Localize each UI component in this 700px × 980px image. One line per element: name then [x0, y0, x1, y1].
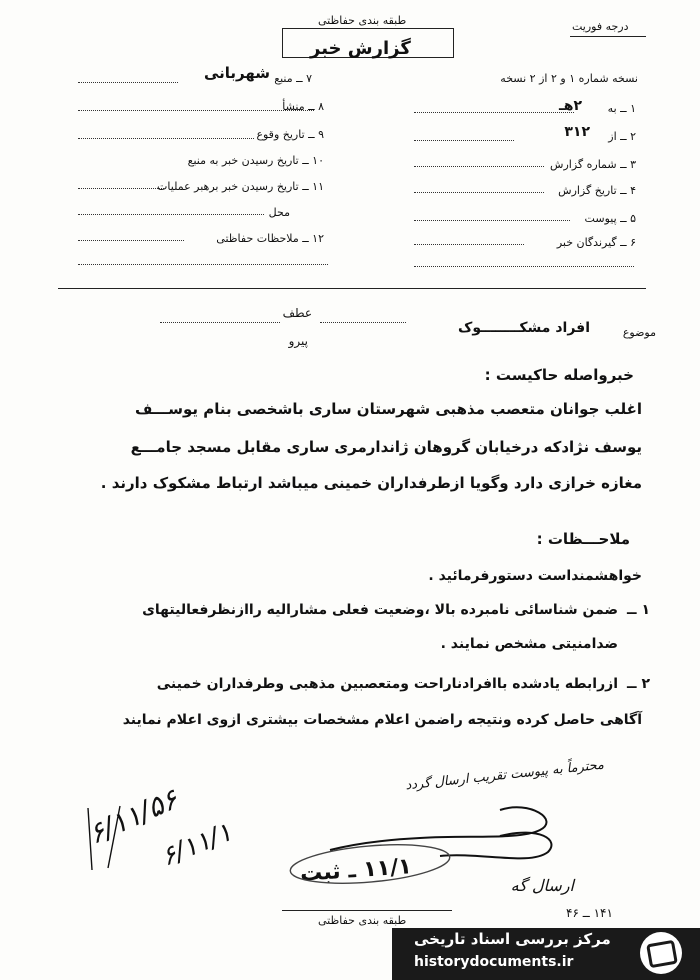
field-location-label: محل: [268, 206, 290, 219]
ref-peyro-label: پیرو: [288, 334, 308, 348]
field-report-number-label: ۳ ــ شماره گزارش: [550, 158, 636, 171]
field-from-value: ۳۱۲: [564, 124, 590, 140]
watermark-title: مرکز بررسی اسناد تاریخی: [414, 930, 611, 948]
report-title: گزارش خبر: [310, 38, 411, 59]
remark-2-line-2: آگاهی حاصل کرده ونتیجه راضمن اعلام مشخصات بیشتری ازوی اعلام نمایند: [122, 712, 642, 728]
field-occurrence-date-label: ۹ ــ تاریخ وقوع: [256, 128, 324, 141]
stamp-text: ۱۱/۱ ـ ثبت: [299, 854, 413, 887]
field-source-label: ۷ ــ منبع: [274, 72, 312, 85]
subject-label: موضوع: [622, 326, 656, 339]
footer-classification-line: [282, 910, 452, 911]
copy-line-text: نسخه شماره ۱ و ۲ از ۲ نسخه: [500, 72, 638, 85]
field-from-label: ۲ ــ از: [608, 130, 636, 143]
field-attachment-label: ۵ ــ پیوست: [584, 212, 636, 225]
field-source-value: شهربانی: [203, 64, 270, 82]
remark-2-number: ۲ ــ: [627, 676, 650, 692]
handwritten-signed: ارسال گه: [510, 876, 574, 895]
urgency-label: درجه فوریت: [572, 20, 629, 33]
field-recipients-label: ۶ ــ گیرندگان خبر: [556, 236, 636, 249]
body-heading: خبرواصله حاکیست :: [484, 366, 634, 384]
classification-bottom: طبقه بندی حفاظتی: [318, 914, 407, 927]
field-origin-label: ۸ ــ منشأ: [282, 100, 324, 113]
field-arrival-leader-label: ۱۱ ــ تاریخ رسیدن خبر برهبر عملیات: [157, 180, 324, 193]
handwritten-note: محترماً به پیوست تقریب ارسال گردد: [404, 757, 605, 794]
body-line-2: یوسف نژادکه درخیابان گروهان ژاندارمری ساری مقابل مسجد جامـــع: [130, 438, 642, 456]
remarks-heading: ملاحـــظات :: [536, 530, 630, 548]
remarks-intro: خواهشمنداست دستورفرمائید .: [428, 568, 642, 584]
classification-top: طبقه بندی حفاظتی: [318, 14, 407, 27]
remark-1-line-2: ضدامنیتی مشخص نمایند .: [440, 636, 618, 652]
handwritten-numbers: ۶/۱۱/۵۶: [83, 782, 183, 851]
subject-value: افراد مشکــــــــوک: [458, 320, 590, 336]
watermark-logo-icon: [640, 932, 682, 974]
watermark-url: historydocuments.ir: [414, 954, 574, 970]
remark-1-number: ۱ ــ: [627, 602, 650, 618]
handwritten-date-left: ۶/۱۱/۱: [157, 817, 237, 873]
body-line-3: مغازه خرازی دارد وگویا ازطرفداران خمینی میباشد ارتباط مشکوک دارند .: [100, 474, 642, 492]
field-arrival-source-label: ۱۰ ــ تاریخ رسیدن خبر به منبع: [187, 154, 324, 167]
field-to-label: ۱ ــ به: [607, 102, 636, 115]
remark-1-line-1: ضمن شناسائی نامبرده بالا ،وضعیت فعلی مشارالیه راازنظرفعالیتهای: [142, 602, 618, 618]
field-security-notes-label: ۱۲ ــ ملاحظات حفاظتی: [216, 232, 324, 245]
field-report-date-label: ۴ ــ تاریخ گزارش: [558, 184, 636, 197]
remark-2-line-1: ازرابطه یادشده باافرادناراحت ومتعصبین مذهبی وطرفداران خمینی: [156, 676, 618, 692]
footer-page-ref: ۱۴۱ ــ ۴۶: [566, 906, 613, 920]
field-to-value: ۲هـ: [558, 98, 582, 114]
ref-atf-label: عطف: [282, 306, 312, 320]
body-line-1: اغلب جوانان متعصب مذهبی شهرستان ساری باشخصی بنام یوســـف: [134, 400, 642, 418]
